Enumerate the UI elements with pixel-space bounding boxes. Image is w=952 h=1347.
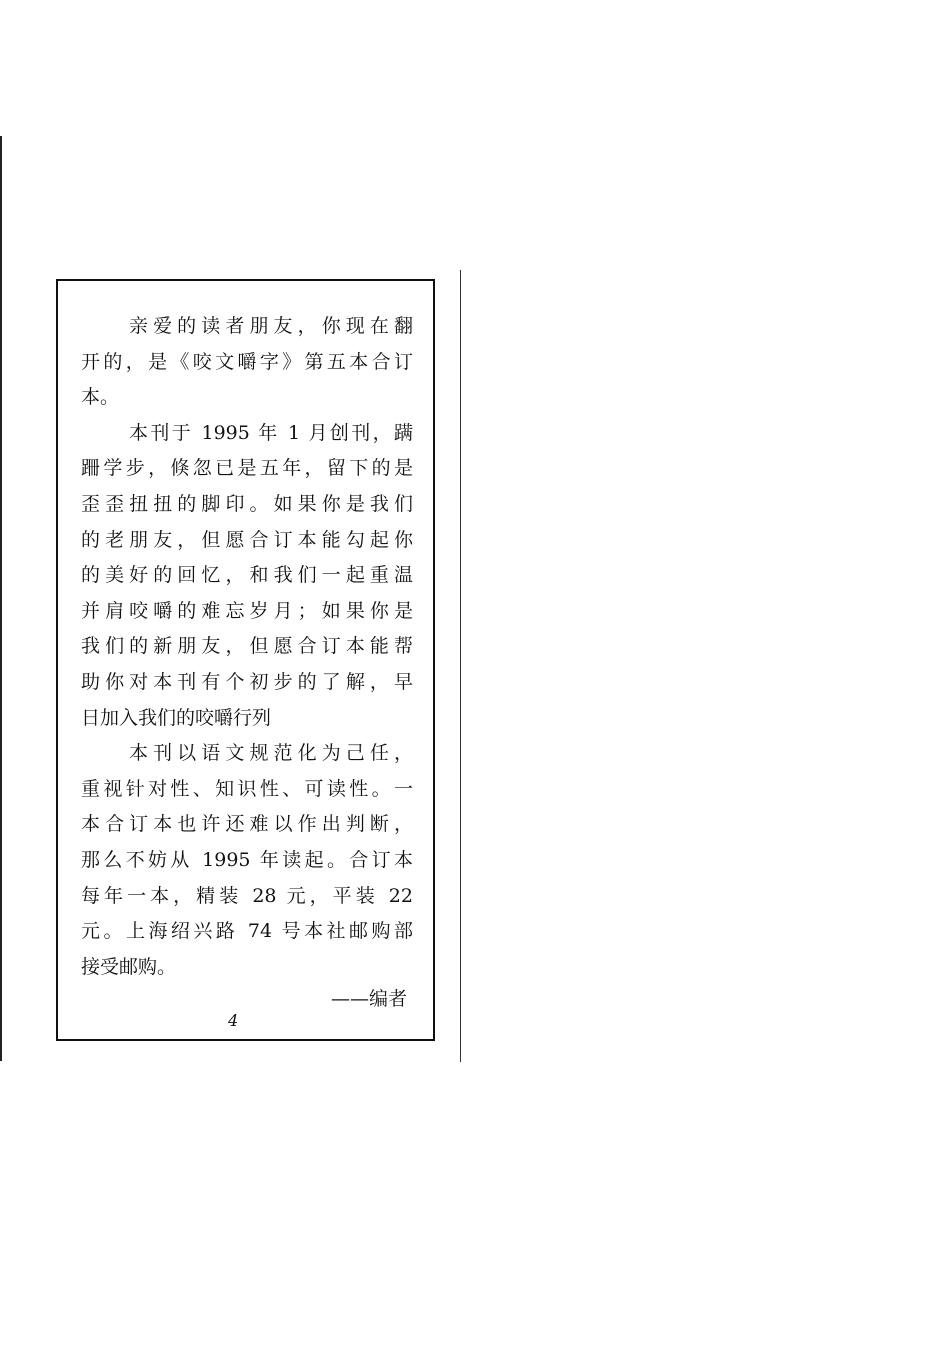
paragraph-1-line: 亲爱的读者朋友，你现在翻: [129, 315, 413, 337]
paragraph-3-line: 本合订本也许还难以作出判断，: [81, 813, 413, 836]
notice-text: [81, 309, 413, 985]
paragraph-1-line: 本。: [81, 386, 120, 409]
paragraph-1-line: 开的，是《咬文嚼字》第五本合订: [81, 350, 413, 373]
paragraph-3-line: 重视针对性、知识性、可读性。一: [81, 777, 413, 800]
right-margin-rule: [460, 270, 461, 1062]
left-margin-rule: [0, 136, 2, 1061]
paragraph-2-line: 我们的新朋友，但愿合订本能帮: [81, 635, 413, 658]
paragraph-3-line: 每年一本，精装 28 元，平装 22: [81, 884, 413, 907]
paragraph-2-line: 助你对本刊有个初步的了解，早: [81, 670, 413, 693]
editor-notice-box: [56, 279, 435, 1041]
paragraph-2-line: 跚学步，倏忽已是五年，留下的是: [81, 457, 413, 480]
paragraph-2-line: 并肩咬嚼的难忘岁月；如果你是: [81, 599, 413, 622]
paragraph-2-line: 的老朋友，但愿合订本能勾起你: [81, 528, 413, 551]
paragraph-3-line: 接受邮购。: [81, 955, 177, 978]
paragraph-2-line: 日加入我们的咬嚼行列: [81, 706, 272, 729]
paragraph-3-line: 元。上海绍兴路 74 号本社邮购部: [81, 920, 413, 943]
page-number: 4: [228, 1011, 239, 1030]
paragraph-2-line: 的美好的回忆，和我们一起重温: [81, 564, 413, 587]
paragraph-3-line: 本刊以语文规范化为己任，: [129, 742, 413, 765]
paragraph-2-line: 歪歪扭扭的脚印。如果你是我们: [81, 492, 413, 515]
paragraph-3-line: 那么不妨从 1995 年读起。合订本: [81, 848, 413, 871]
paragraph-2-line: 本刊于 1995 年 1 月创刊，蹒: [129, 421, 413, 444]
editor-signature: ——编者: [330, 988, 407, 1010]
